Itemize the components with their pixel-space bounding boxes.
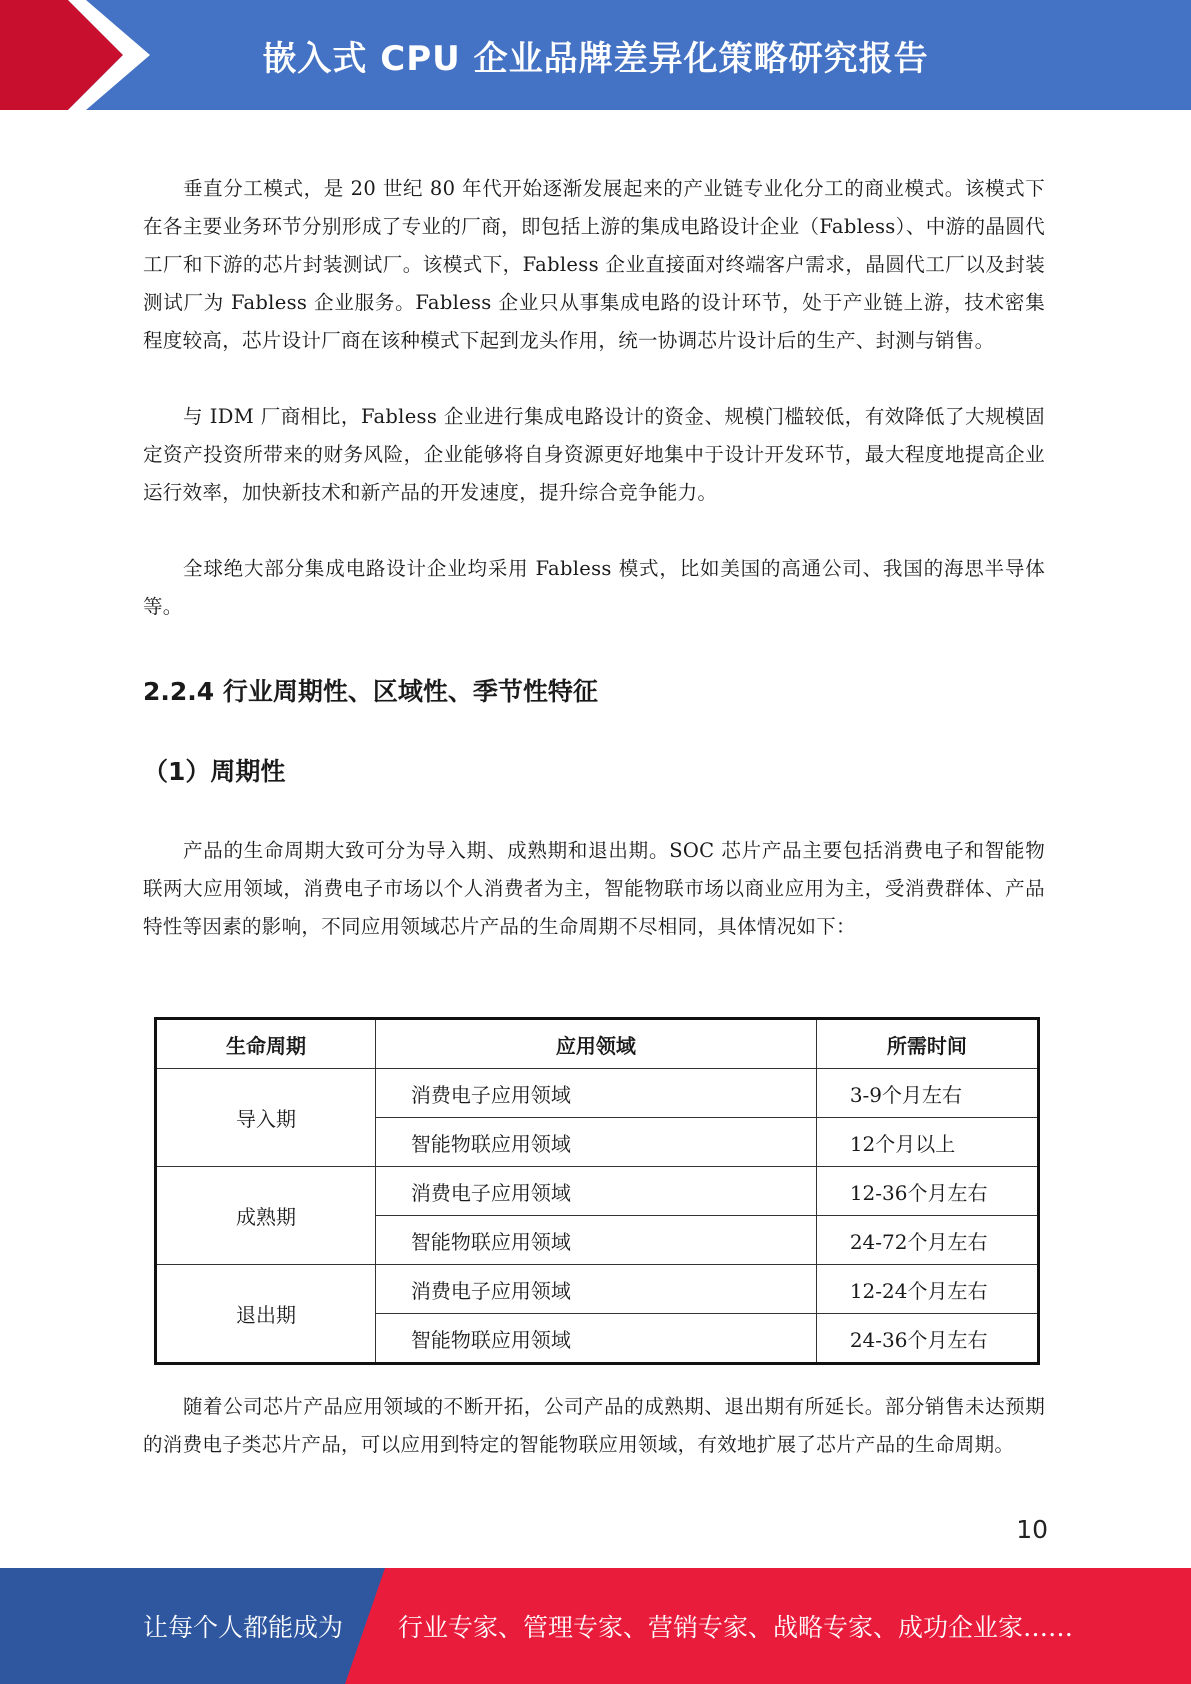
- table-row: [156, 1167, 1039, 1216]
- body-content: [143, 170, 1045, 946]
- lifecycle-table: [154, 1017, 1040, 1365]
- document-title: 嵌入式 CPU 企业品牌差异化策略研究报告: [262, 38, 929, 79]
- phase-cell: 退出期: [156, 1265, 376, 1364]
- phase-cell: 导入期: [156, 1069, 376, 1167]
- paragraph: 垂直分工模式，是 20 世纪 80 年代开始逐渐发展起来的产业链专业化分工的商业模式。该模式下在各主要业务环节分别形成了专业的厂商，即包括上游的集成电路设计企业（Fabless）、中游的晶圆代工厂和下游的芯片封装测试厂。该模式下，Fabless 企业直接面对终端客户需求，晶圆代工厂以及封装测试厂为 Fabless 企业服务。Fabless 企业只从事集成电路的设计环节，处于产业链上游，技术密集程度较高，芯片设计厂商在该种模式下起到龙头作用，统一协调芯片设计后的生产、封测与销售。: [143, 177, 1045, 352]
- paragraph: 产品的生命周期大致可分为导入期、成熟期和退出期。SOC 芯片产品主要包括消费电子和智能物联两大应用领域，消费电子市场以个人消费者为主，智能物联市场以商业应用为主，受消费群体、产品特性等因素的影响，不同应用领域芯片产品的生命周期不尽相同，具体情况如下：: [143, 839, 1045, 938]
- domain-cell: 智能物联应用领域: [375, 1216, 816, 1265]
- domain-cell: 消费电子应用领域: [375, 1265, 816, 1314]
- subsection-heading: （1）周期性: [143, 757, 286, 786]
- table-row: [156, 1265, 1039, 1314]
- domain-cell: 消费电子应用领域: [375, 1167, 816, 1216]
- paragraph: 与 IDM 厂商相比，Fabless 企业进行集成电路设计的资金、规模门槛较低，有效降低了大规模固定资产投资所带来的财务风险，企业能够将自身资源更好地集中于设计开发环节，最大程度地提高企业运行效率，加快新技术和新产品的开发速度，提升综合竞争能力。: [143, 405, 1045, 504]
- column-header: 应用领域: [375, 1019, 816, 1069]
- body-content-after-table: [143, 1388, 1045, 1464]
- header-band: [0, 0, 1191, 110]
- time-cell: 24-36个月左右: [816, 1314, 1038, 1364]
- time-cell: 24-72个月左右: [816, 1216, 1038, 1265]
- section-heading: 2.2.4 行业周期性、区域性、季节性特征: [143, 677, 598, 706]
- table-header-row: [156, 1019, 1039, 1069]
- time-cell: 12-36个月左右: [816, 1167, 1038, 1216]
- paragraph: 全球绝大部分集成电路设计企业均采用 Fabless 模式，比如美国的高通公司、我国的海思半导体等。: [143, 557, 1045, 618]
- page-number: 10: [1016, 1515, 1048, 1544]
- column-header: 所需时间: [816, 1019, 1038, 1069]
- time-cell: 12-24个月左右: [816, 1265, 1038, 1314]
- paragraph: 随着公司芯片产品应用领域的不断开拓，公司产品的成熟期、退出期有所延长。部分销售未达预期的消费电子类芯片产品，可以应用到特定的智能物联应用领域，有效地扩展了芯片产品的生命周期。: [143, 1395, 1045, 1456]
- footer-slogan-right: 行业专家、管理专家、营销专家、战略专家、成功企业家……: [398, 1613, 1074, 1642]
- time-cell: 12个月以上: [816, 1118, 1038, 1167]
- footer-slogan-left: 让每个人都能成为: [143, 1613, 344, 1642]
- footer-band: [0, 1568, 1191, 1684]
- domain-cell: 智能物联应用领域: [375, 1314, 816, 1364]
- phase-cell: 成熟期: [156, 1167, 376, 1265]
- time-cell: 3-9个月左右: [816, 1069, 1038, 1118]
- column-header: 生命周期: [156, 1019, 376, 1069]
- domain-cell: 消费电子应用领域: [375, 1069, 816, 1118]
- header-arrow-decoration: [0, 0, 160, 110]
- domain-cell: 智能物联应用领域: [375, 1118, 816, 1167]
- table-row: [156, 1069, 1039, 1118]
